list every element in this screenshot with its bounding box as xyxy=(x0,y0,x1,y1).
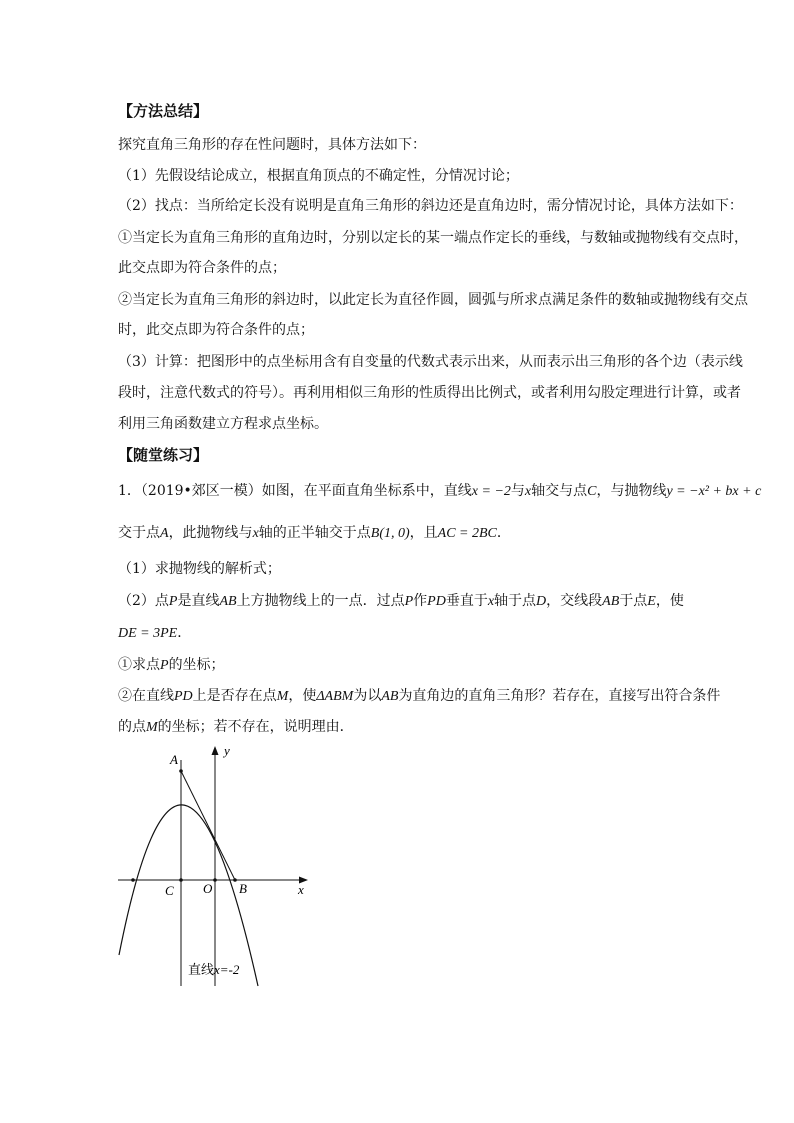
question-1-line-1 xyxy=(118,481,762,502)
q1-text: 上是否存在点 xyxy=(192,688,277,704)
label-c: C xyxy=(165,883,174,898)
q1-math: E xyxy=(647,594,656,609)
method-step-3-line-3: 利用三角函数建立方程求点坐标。 xyxy=(118,416,328,432)
q1-text: ②在直线 xyxy=(118,688,174,704)
q1-math: D xyxy=(536,594,547,609)
q1-text: 垂直于 xyxy=(445,593,488,609)
method-case-1-line-2: 此交点即为符合条件的点； xyxy=(118,260,286,276)
question-1-part-2-line-1 xyxy=(118,591,758,612)
coordinate-figure xyxy=(118,742,318,987)
q1-math: M xyxy=(146,720,158,735)
method-intro: 探究直角三角形的存在性问题时，具体方法如下： xyxy=(118,137,426,153)
q1-math: x xyxy=(487,594,495,609)
q1-text: ，此抛物线与 xyxy=(168,525,253,541)
y-axis-arrow-icon xyxy=(212,746,219,755)
method-case-2-line-1: ②当定长为直角三角形的斜边时，以此定长为直径作圆，圆弧与所求点满足条件的数轴或抛物线有交点 xyxy=(118,292,748,308)
q1-math: P xyxy=(168,594,178,609)
q1-text: 轴于点 xyxy=(494,593,537,609)
q1-text: ，使 xyxy=(288,688,317,704)
q1-math: P xyxy=(404,594,414,609)
q1-text: 的坐标；若不存在，说明理由． xyxy=(157,719,354,735)
parabola-diagram xyxy=(118,742,318,987)
point-c xyxy=(179,878,183,882)
q1-text: 作 xyxy=(413,593,428,609)
q1-math: x = −2 xyxy=(471,484,511,499)
question-1-line-2 xyxy=(118,523,758,544)
point-b xyxy=(233,878,237,882)
q1-text: 的点 xyxy=(118,719,146,735)
q1-math: x xyxy=(524,484,532,499)
q1-math: ΔABM xyxy=(316,689,354,704)
q1-text: 1．（2019•郊区一模）如图，在平面直角坐标系中，直线 xyxy=(118,483,472,499)
q1-math: PD xyxy=(427,594,446,609)
q1-math: P xyxy=(160,658,169,673)
q1-text: 为直角边的直角三角形？若存在，直接写出符合条件 xyxy=(398,688,721,704)
label-line-x-neg2 xyxy=(188,962,240,978)
segment-ab xyxy=(181,771,235,880)
q1-text: 于点 xyxy=(619,593,648,609)
practice-heading: 【随堂练习】 xyxy=(118,446,209,464)
q1-math: PD xyxy=(174,689,193,704)
q1-text: 上方抛物线上的一点．过点 xyxy=(236,593,405,609)
label-line-eq: x=-2 xyxy=(214,962,240,977)
method-case-2-line-2: 时，此交点即为符合条件的点； xyxy=(118,322,314,338)
method-step-3-line-1: （3）计算：把图形中的点坐标用含有自变量的代数式表示出来，从而表示出三角形的各个边（表示线 xyxy=(118,354,743,370)
method-case-1-line-1: ①当定长为直角三角形的直角边时，分别以定长的某一端点作定长的垂线，与数轴或抛物线有交点时， xyxy=(118,230,748,246)
parabola-curve xyxy=(119,805,258,986)
q1-text: 为以 xyxy=(353,688,382,704)
q1-text: 交于点 xyxy=(118,525,160,541)
q1-math: A xyxy=(160,526,169,541)
point-a xyxy=(179,769,183,773)
q1-math: AB xyxy=(219,594,237,609)
label-x: x xyxy=(298,882,304,897)
q1-text: ，交线段 xyxy=(546,593,603,609)
q1-text: ，且 xyxy=(409,525,438,541)
q1-text: 轴交与点 xyxy=(531,483,588,499)
q1-text: 的坐标； xyxy=(168,657,225,673)
question-1-part-2-i xyxy=(118,655,758,676)
question-1-part-2-ii-line-2 xyxy=(118,717,758,738)
method-step-1: （1）先假设结论成立，根据直角顶点的不确定性，分情况讨论； xyxy=(118,168,519,184)
q1-math: DE = 3PE xyxy=(118,626,178,641)
label-y: y xyxy=(224,743,230,758)
method-summary-heading: 【方法总结】 xyxy=(118,102,209,120)
q1-text: （2）点 xyxy=(118,593,169,609)
q1-math: y = −x² + bx + c xyxy=(666,484,762,499)
label-a: A xyxy=(170,752,178,767)
q1-math: B(1, 0) xyxy=(370,526,410,541)
question-1-part-1: （1）求抛物线的解析式； xyxy=(118,561,281,577)
point-left-intercept xyxy=(131,878,135,882)
q1-math: C xyxy=(587,484,597,499)
q1-text: ． xyxy=(177,625,192,641)
q1-text: ①求点 xyxy=(118,657,160,673)
label-o: O xyxy=(203,881,213,896)
q1-text: 与 xyxy=(510,483,525,499)
q1-math: AB xyxy=(602,594,620,609)
q1-math: x xyxy=(252,526,259,541)
label-line-cn: 直线 xyxy=(188,963,215,978)
q1-text: ． xyxy=(496,525,511,541)
question-1-part-2-ii-line-1 xyxy=(118,686,758,707)
q1-math: AB xyxy=(381,689,399,704)
question-1-part-2-line-2 xyxy=(118,623,758,644)
q1-text: 轴的正半轴交于点 xyxy=(258,525,371,541)
q1-text: 是直线 xyxy=(177,593,220,609)
method-step-3-line-2: 段时，注意代数式的符号）。再利用相似三角形的性质得出比例式，或者利用勾股定理进行计算，或者 xyxy=(118,385,741,401)
q1-math: M xyxy=(276,689,289,704)
method-step-2: （2）找点：当所给定长没有说明是直角三角形的斜边还是直角边时，需分情况讨论，具体方法如下： xyxy=(118,198,743,214)
q1-math: AC = 2BC xyxy=(437,526,497,541)
point-o xyxy=(213,878,217,882)
q1-text: ，使 xyxy=(655,593,684,609)
q1-text: ，与抛物线 xyxy=(596,483,667,499)
label-b: B xyxy=(239,881,247,896)
